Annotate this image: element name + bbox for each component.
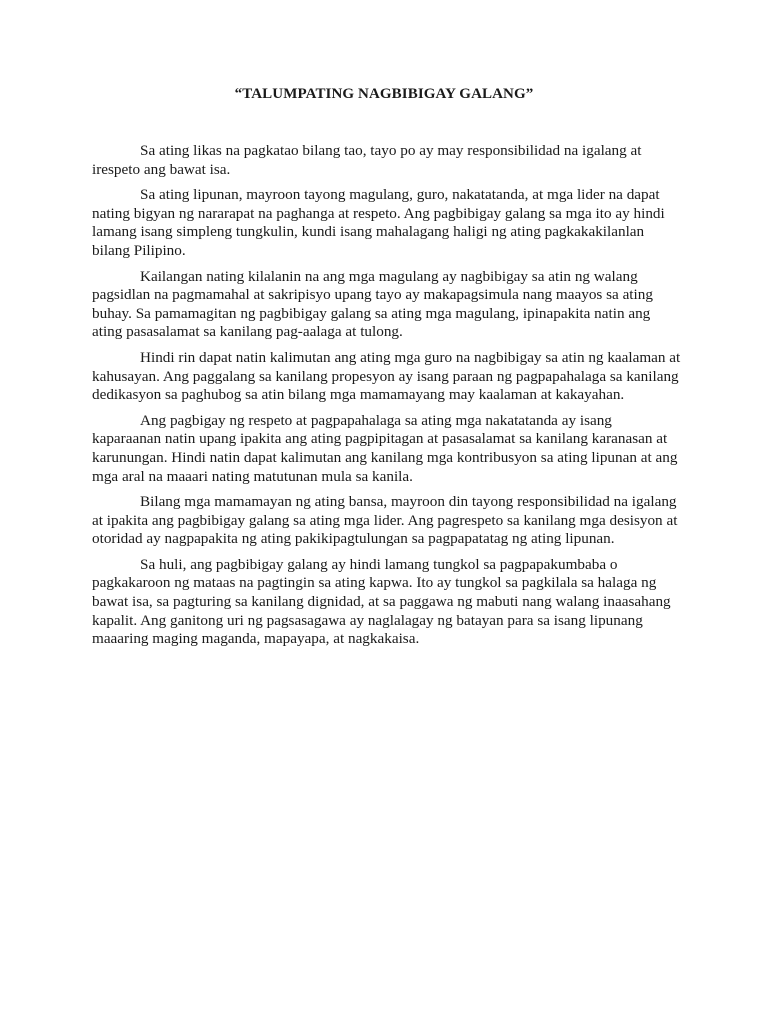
paragraph-1: Sa ating likas na pagkatao bilang tao, tayo po ay may responsibilidad na igalang at irespeto ang bawat isa.	[92, 142, 642, 178]
paragraph-6: Bilang mga mamamayan ng ating bansa, mayroon din tayong responsibilidad na igalang at ipakita ang pagbibigay galang sa ating mga lider. Ang pagrespeto sa kanilang mga desisyon at otoridad ay nagpapakita ng ating pakikipagtulungan sa pagpapatatag ng ating lipunan.	[92, 493, 678, 548]
paragraph-4: Hindi rin dapat natin kalimutan ang ating mga guro na nagbibigay sa atin ng kaalaman at kahusayan. Ang paggalang sa kanilang propesyon ay isang paraan ng pagpapahalaga sa kanilang dedikasyon sa paghubog sa atin bilang mga mamamayang may kaalaman at kakayahan.	[92, 348, 681, 404]
paragraph-5: Ang pagbigay ng respeto at pagpapahalaga sa ating mga nakatatanda ay isang kaparaanan natin upang ipakita ang ating pagpipitagan at pasasalamat sa kanilang karanasan at karunungan. Hindi natin dapat kalimutan ang kanilang mga kontribusyon sa ating lipunan at ang mga aral na maaari nating matutunan mula sa kanila.	[92, 411, 678, 485]
document-body	[92, 142, 682, 656]
paragraph-2: Sa ating lipunan, mayroon tayong magulang, guro, nakatatanda, at mga lider na dapat nating bigyan ng nararapat na paghanga at respeto. Ang pagbibigay galang sa mga ito ay hindi lamang isang simpleng tungkulin, kundi isang mahalagang haligi ng ating pagkakakilanlan bilang Pilipino.	[92, 186, 665, 259]
paragraph-7: Sa huli, ang pagbibigay galang ay hindi lamang tungkol sa pagpapakumbaba o pagkakaroon ng mataas na pagtingin sa ating kapwa. Ito ay tungkol sa pagkilala sa halaga ng bawat isa, sa pagturing sa kanilang dignidad, at sa paggawa ng mabuti nang walang inaasahang kapalit. Ang ganitong uri ng pagsasagawa ay naglalagay ng batayan para sa isang lipunang maaaring maging maganda, mapayapa, at nagkakaisa.	[92, 555, 671, 648]
document-title: “TALUMPATING NAGBIBIGAY GALANG”	[234, 86, 534, 102]
paragraph-3: Kailangan nating kilalanin na ang mga magulang ay nagbibigay sa atin ng walang pagsidlan na pagmamahal at sakripisyo upang tayo ay makapagsimula nang maayos sa ating buhay. Sa pamamagitan ng pagbibigay galang sa ating mga magulang, ipinapakita natin ang ating pasasalamat sa kanilang pag-aalaga at tulong.	[92, 267, 653, 341]
